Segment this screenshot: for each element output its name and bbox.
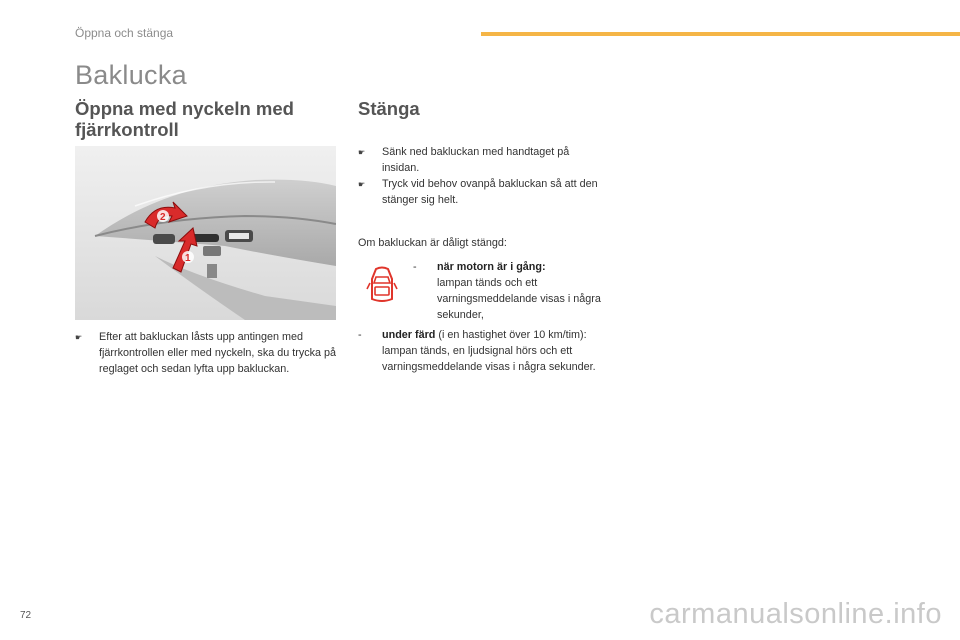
driving-label: under färd [382,329,436,341]
page-title: Baklucka [75,60,187,90]
page-number: 72 [20,610,32,621]
list-item [358,144,608,176]
site-watermark: carmanualsonline.info [649,598,942,630]
open-instruction-text: Efter att bakluckan låsts upp antingen med fjärrkontrollen eller med nyckeln, ska du trycka på reglaget och sedan lyfta upp bakluckan. [99,331,337,375]
dash-marker: - [413,261,417,273]
header-section-title: Öppna och stänga [75,26,174,40]
list-item [75,329,337,377]
door-open-warning-icon [366,265,398,305]
engine-running-text: lampan tänds och ett varningsmeddelande visas i några sekunder, [437,277,601,321]
engine-running-label: när motorn är i gång: [437,261,546,273]
arrow-label-1: 1 [185,253,191,264]
warning-item-driving [358,327,608,375]
right-bullet-block [358,144,608,208]
list-item [358,176,608,208]
driving-text: (i en hastighet över 10 km/tim): lampan tänds, en ljudsignal hörs och ett varningsmeddelande visas i några sekunder. [382,329,596,373]
left-bullet-block [75,329,337,377]
pointing-hand-icon: ☛ [75,333,83,342]
pointing-hand-icon: ☛ [358,148,366,157]
warning-item-engine [413,259,603,323]
pointing-hand-icon: ☛ [358,180,366,189]
section-heading-close: Stänga [358,98,420,119]
arrow-label-2: 2 [160,212,166,223]
header-accent-rule [481,32,960,36]
dash-marker: - [358,329,362,341]
section-heading-open: Öppna med nyckeln med fjärrkontroll [75,98,294,140]
poorly-closed-intro: Om bakluckan är dåligt stängd: [358,237,507,249]
close-instruction-2: Tryck vid behov ovanpå bakluckan så att den stänger sig helt. [382,178,598,206]
tailgate-photo [75,146,336,320]
close-instruction-1: Sänk ned bakluckan med handtaget på insidan. [382,146,570,174]
